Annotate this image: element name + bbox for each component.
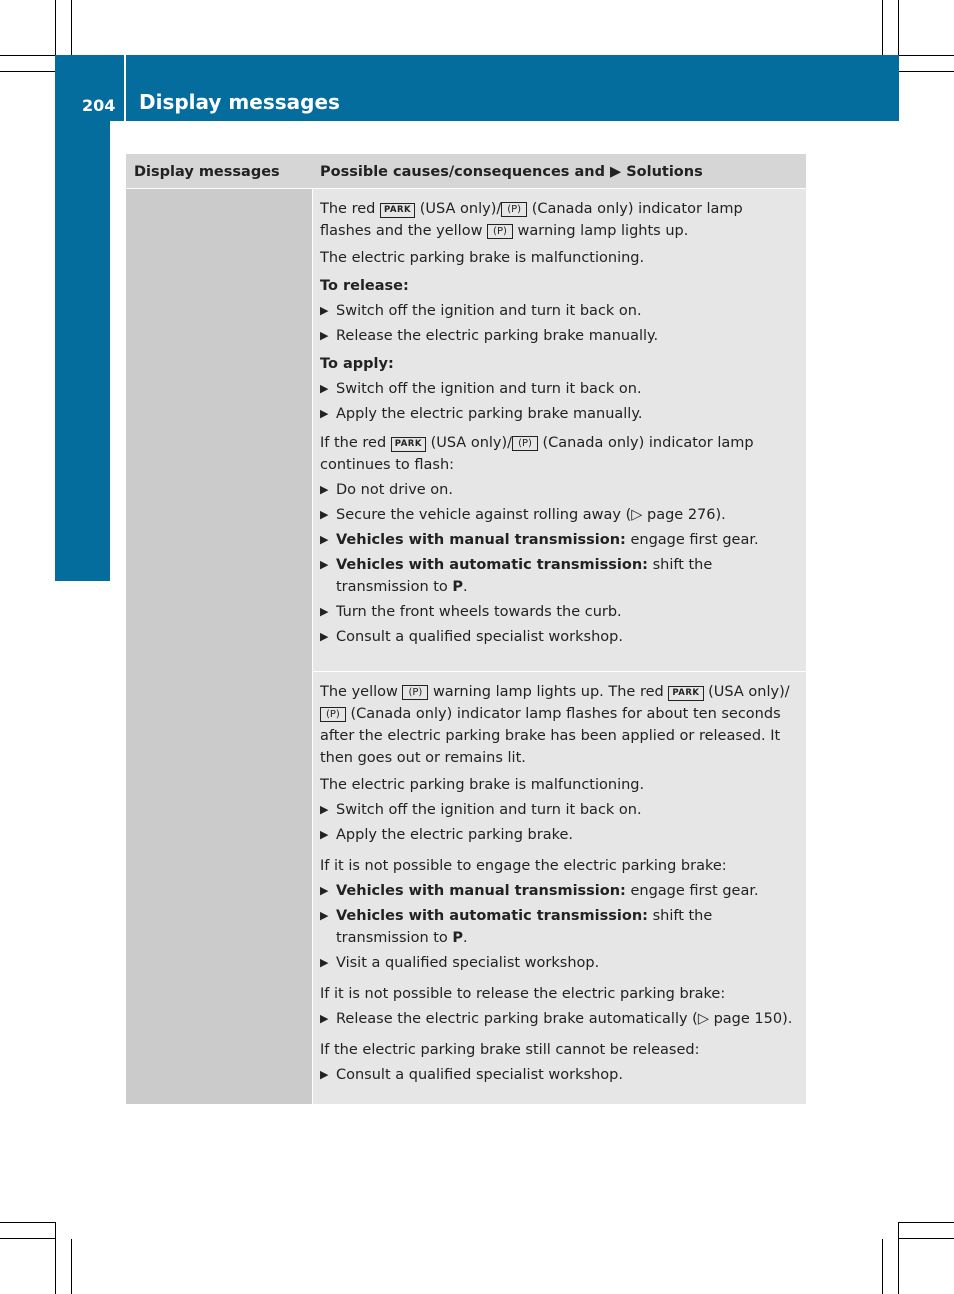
list-item-text: Consult a qualified specialist workshop. xyxy=(336,629,623,645)
text: (Canada only) indicator lamp flashes for about ten seconds after the electric parking brake has been applied or released. It then goes out or remains lit. xyxy=(320,706,781,766)
page-title: Display messages xyxy=(139,90,340,114)
park-icon: PARK xyxy=(380,203,415,218)
gear-position: P xyxy=(452,579,464,595)
list-item-text: Turn the front wheels towards the curb. xyxy=(336,604,622,620)
crop-mark xyxy=(55,1222,56,1294)
arrow-icon: ▶ xyxy=(320,803,329,816)
table-row xyxy=(313,189,806,671)
list-item-text xyxy=(336,554,798,598)
arrow-icon: ▶ xyxy=(320,329,329,342)
column-header-display-messages: Display messages xyxy=(134,164,280,180)
text: warning lamp lights up. xyxy=(517,223,689,239)
arrow-icon: ▶ xyxy=(320,483,329,496)
list-item xyxy=(320,403,798,425)
list-item-text xyxy=(336,905,798,949)
arrow-icon: ▶ xyxy=(320,1068,329,1081)
list-item-text: Apply the electric parking brake. xyxy=(336,827,573,843)
list-item xyxy=(320,378,798,400)
list-item xyxy=(320,799,798,821)
list-item-text xyxy=(336,529,798,551)
text: (Canada only) indicator lamp flashes and the yellow xyxy=(320,201,743,239)
text: . xyxy=(463,930,468,946)
list-item xyxy=(320,479,798,501)
crop-mark xyxy=(71,1239,72,1294)
text: warning lamp lights up. The red xyxy=(432,684,664,700)
paragraph: The electric parking brake is malfunctioning. xyxy=(320,250,645,266)
page-number: 204 xyxy=(82,96,116,115)
arrow-icon: ▶ xyxy=(320,1012,329,1025)
crop-mark xyxy=(898,1222,899,1294)
arrow-icon: ▶ xyxy=(320,884,329,897)
park-icon: PARK xyxy=(668,686,703,701)
text: The yellow xyxy=(320,684,398,700)
paragraph: If it is not possible to engage the electric parking brake: xyxy=(320,858,727,874)
text: engage first gear. xyxy=(625,883,759,899)
list-item xyxy=(320,554,798,598)
arrow-icon: ▶ xyxy=(320,304,329,317)
list-item-text: Switch off the ignition and turn it back on. xyxy=(336,381,642,397)
bold-text: Vehicles with automatic transmission: xyxy=(336,908,648,924)
list-item-text: Switch off the ignition and turn it back on. xyxy=(336,802,642,818)
crop-mark xyxy=(882,1239,883,1294)
crop-mark xyxy=(898,0,899,55)
list-item-text xyxy=(336,880,798,902)
text: (USA only)/ xyxy=(419,201,502,217)
arrow-icon: ▶ xyxy=(320,533,329,546)
text: The red xyxy=(320,201,376,217)
paragraph: The electric parking brake is malfunctioning. xyxy=(320,777,645,793)
arrow-icon: ▶ xyxy=(320,558,329,571)
text: (USA only)/ xyxy=(708,684,790,700)
display-messages-table xyxy=(126,154,806,1104)
crop-mark xyxy=(71,0,72,55)
text: engage first gear. xyxy=(625,532,759,548)
crop-mark xyxy=(0,1238,55,1239)
list-item xyxy=(320,626,798,648)
label-to-apply: To apply: xyxy=(320,356,394,372)
text: shift the transmission to xyxy=(336,557,713,595)
paragraph: If the electric parking brake still cannot be released: xyxy=(320,1042,700,1058)
bold-text: Vehicles with manual transmission: xyxy=(336,883,626,899)
parking-brake-icon: (P) xyxy=(512,436,538,451)
crop-mark xyxy=(899,55,954,56)
list-item xyxy=(320,824,798,846)
text: (USA only)/ xyxy=(430,435,513,451)
bold-text: Vehicles with automatic transmission: xyxy=(336,557,648,573)
display-message-cell xyxy=(126,189,312,1104)
list-item-text: Release the electric parking brake automatically (▷ page 150). xyxy=(336,1011,793,1027)
list-item xyxy=(320,601,798,623)
paragraph: If it is not possible to release the electric parking brake: xyxy=(320,986,726,1002)
arrow-icon: ▶ xyxy=(320,630,329,643)
list-item-text: Apply the electric parking brake manually. xyxy=(336,406,643,422)
arrow-icon: ▶ xyxy=(320,605,329,618)
text: If the red xyxy=(320,435,387,451)
crop-mark xyxy=(0,71,55,72)
parking-brake-icon: (P) xyxy=(487,224,513,239)
arrow-icon: ▶ xyxy=(320,382,329,395)
section-title-vertical: On-board computer and displays xyxy=(69,143,95,549)
parking-brake-icon: (P) xyxy=(501,202,527,217)
list-item xyxy=(320,529,798,551)
arrow-icon: ▶ xyxy=(320,508,329,521)
arrow-icon: ▶ xyxy=(320,909,329,922)
arrow-icon: ▶ xyxy=(320,828,329,841)
parking-brake-icon: (P) xyxy=(402,685,428,700)
crop-mark xyxy=(0,55,55,56)
park-icon: PARK xyxy=(391,437,426,452)
list-item xyxy=(320,905,798,949)
column-header-solutions: Possible causes/consequences and ▶ Solutions xyxy=(320,164,703,180)
arrow-icon: ▶ xyxy=(320,407,329,420)
paragraph xyxy=(320,198,798,242)
table-header-row xyxy=(126,154,806,188)
crop-mark xyxy=(55,0,56,55)
list-item-text: Secure the vehicle against rolling away (▷ page 276). xyxy=(336,507,726,523)
list-item xyxy=(320,952,798,974)
text: shift the transmission to xyxy=(336,908,713,946)
paragraph xyxy=(320,681,798,769)
list-item-text: Switch off the ignition and turn it back on. xyxy=(336,303,642,319)
arrow-icon: ▶ xyxy=(320,956,329,969)
label-to-release: To release: xyxy=(320,278,409,294)
crop-mark xyxy=(899,71,954,72)
text: (Canada only) indicator lamp continues to flash: xyxy=(320,435,754,473)
bold-text: Vehicles with manual transmission: xyxy=(336,532,626,548)
list-item xyxy=(320,1064,798,1086)
text: . xyxy=(463,579,468,595)
list-item-text: Consult a qualified specialist workshop. xyxy=(336,1067,623,1083)
list-item xyxy=(320,1008,798,1030)
table-row xyxy=(313,672,806,1104)
header-divider xyxy=(124,55,126,121)
list-item-text: Visit a qualified specialist workshop. xyxy=(336,955,600,971)
list-item xyxy=(320,504,798,526)
list-item xyxy=(320,325,798,347)
crop-mark xyxy=(899,1222,954,1223)
list-item xyxy=(320,880,798,902)
crop-mark xyxy=(0,1222,55,1223)
list-item-text: Do not drive on. xyxy=(336,482,453,498)
paragraph xyxy=(320,432,798,476)
gear-position: P xyxy=(452,930,464,946)
list-item-text: Release the electric parking brake manually. xyxy=(336,328,659,344)
list-item xyxy=(320,300,798,322)
crop-mark xyxy=(899,1238,954,1239)
parking-brake-icon: (P) xyxy=(320,707,346,722)
crop-mark xyxy=(882,0,883,55)
